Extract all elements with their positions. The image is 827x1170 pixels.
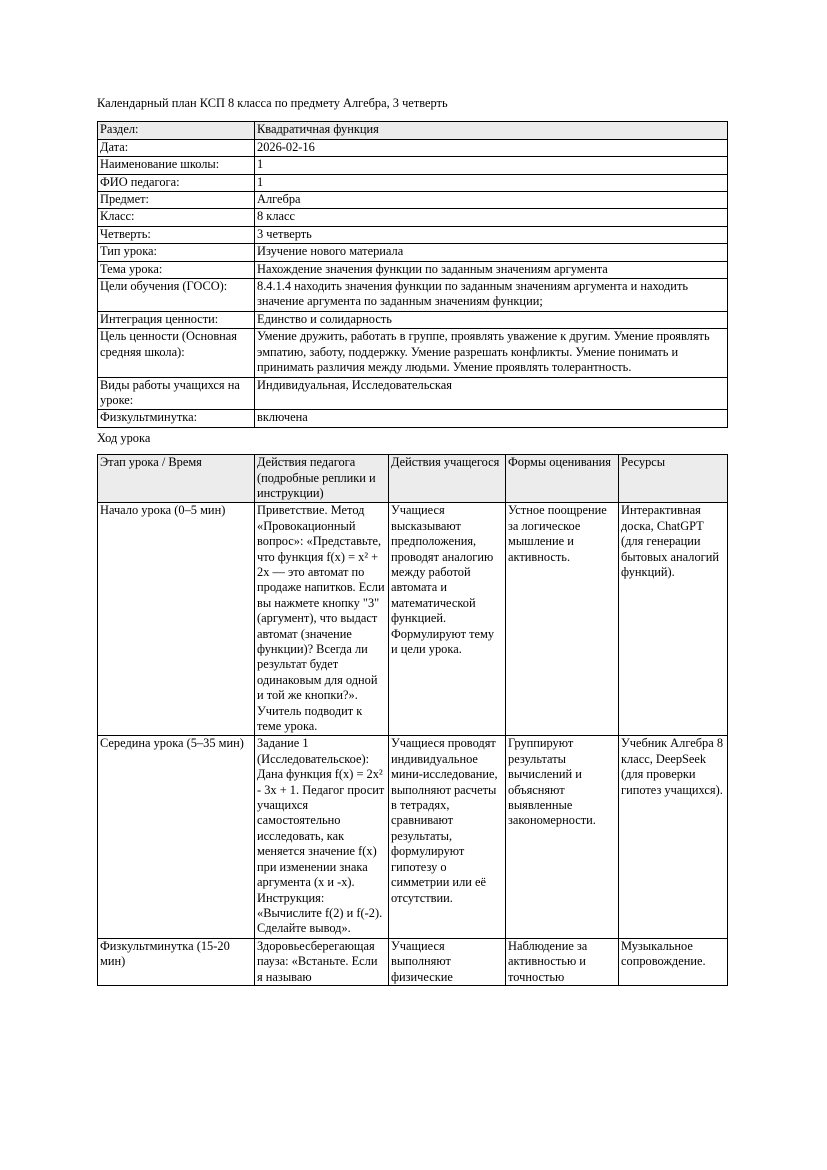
- table-row: [98, 209, 728, 226]
- info-value: 1: [255, 157, 728, 174]
- info-label: Класс:: [98, 209, 255, 226]
- info-label: Раздел:: [98, 122, 255, 139]
- table-row: [98, 736, 728, 938]
- stage-cell: Физкультминутка (15-20 мин): [98, 938, 255, 985]
- info-label: Наименование школы:: [98, 157, 255, 174]
- table-row: [98, 377, 728, 410]
- table-row: [98, 261, 728, 278]
- info-label: Тема урока:: [98, 261, 255, 278]
- info-value: Нахождение значения функции по заданным значениям аргумента: [255, 261, 728, 278]
- info-value: 8 класс: [255, 209, 728, 226]
- page-title: Календарный план КСП 8 класса по предмету Алгебра, 3 четверть: [97, 96, 448, 110]
- table-row: [98, 174, 728, 191]
- lesson-flow-table: [97, 454, 728, 986]
- table-row: [98, 279, 728, 312]
- info-value: 2026-02-16: [255, 139, 728, 156]
- assessment-cell: Группируют результаты вычислений и объясняют выявленные закономерности.: [506, 736, 619, 938]
- column-header-resources: Ресурсы: [619, 455, 728, 503]
- teacher-actions-cell: Задание 1 (Исследовательское): Дана функция f(x) = 2x² - 3x + 1. Педагог просит учащихся самостоятельно исследовать, как меняется значение f(x) при изменении знака аргумента (x и -x). Инструкция: «Вычислите f(2) и f(-2). Сделайте вывод».: [255, 736, 389, 938]
- table-row: [98, 122, 728, 139]
- info-value: Индивидуальная, Исследовательская: [255, 377, 728, 410]
- assessment-cell: Устное поощрение за логическое мышление и активность.: [506, 503, 619, 736]
- column-header-teacher-actions: Действия педагога (подробные реплики и инструкции): [255, 455, 389, 503]
- resources-cell: Интерактивная доска, ChatGPT (для генерации бытовых аналогий функций).: [619, 503, 728, 736]
- info-label: Интеграция ценности:: [98, 311, 255, 328]
- table-row: [98, 503, 728, 736]
- info-value: Умение дружить, работать в группе, проявлять уважение к другим. Умение проявлять эмпатию, заботу, поддержку. Умение разрешать конфликты. Умение понимать и принимать различия между людьми. Умение проявлять толерантность.: [255, 329, 728, 377]
- info-label: Предмет:: [98, 192, 255, 209]
- info-value: Квадратичная функция: [255, 122, 728, 139]
- document-content: [97, 96, 727, 986]
- info-value: 3 четверть: [255, 226, 728, 243]
- info-label: Цель ценности (Основная средняя школа):: [98, 329, 255, 377]
- section-heading: Ход урока: [97, 430, 151, 445]
- info-value: Единство и солидарность: [255, 311, 728, 328]
- table-row: [98, 938, 728, 985]
- assessment-cell: Наблюдение за активностью и точностью: [506, 938, 619, 985]
- student-actions-cell: Учащиеся высказывают предположения, проводят аналогию между работой автомата и математической функцией. Формулируют тему и цели урока.: [389, 503, 506, 736]
- student-actions-cell: Учащиеся проводят индивидуальное мини-исследование, выполняют расчеты в тетрадях, сравнивают результаты, формулируют гипотезу о симметрии или её отсутствии.: [389, 736, 506, 938]
- column-header-stage: Этап урока / Время: [98, 455, 255, 503]
- resources-cell: Музыкальное сопровождение.: [619, 938, 728, 985]
- table-row: [98, 192, 728, 209]
- teacher-actions-cell: Здоровьесберегающая пауза: «Встаньте. Если я называю: [255, 938, 389, 985]
- column-header-assessment: Формы оценивания: [506, 455, 619, 503]
- info-label: Дата:: [98, 139, 255, 156]
- lesson-info-table: [97, 121, 728, 427]
- info-label: Физкультминутка:: [98, 410, 255, 427]
- resources-cell: Учебник Алгебра 8 класс, DeepSeek (для проверки гипотез учащихся).: [619, 736, 728, 938]
- table-row: [98, 410, 728, 427]
- info-label: Виды работы учащихся на уроке:: [98, 377, 255, 410]
- table-row: [98, 244, 728, 261]
- info-label: Цели обучения (ГОСО):: [98, 279, 255, 312]
- table-row: [98, 157, 728, 174]
- info-value: Алгебра: [255, 192, 728, 209]
- table-row: [98, 329, 728, 377]
- table-row: [98, 226, 728, 243]
- table-row: [98, 311, 728, 328]
- column-header-student-actions: Действия учащегося: [389, 455, 506, 503]
- info-label: Четверть:: [98, 226, 255, 243]
- info-label: ФИО педагога:: [98, 174, 255, 191]
- student-actions-cell: Учащиеся выполняют физические: [389, 938, 506, 985]
- info-value: 8.4.1.4 находить значения функции по заданным значениям аргумента и находить значение аргумента по заданным значениям функции;: [255, 279, 728, 312]
- stage-cell: Середина урока (5–35 мин): [98, 736, 255, 938]
- info-label: Тип урока:: [98, 244, 255, 261]
- info-value: 1: [255, 174, 728, 191]
- table-header-row: [98, 455, 728, 503]
- info-value: Изучение нового материала: [255, 244, 728, 261]
- info-value: включена: [255, 410, 728, 427]
- table-row: [98, 139, 728, 156]
- stage-cell: Начало урока (0–5 мин): [98, 503, 255, 736]
- teacher-actions-cell: Приветствие. Метод «Провокационный вопрос»: «Представьте, что функция f(x) = x² + 2x — это автомат по продаже напитков. Если вы нажмете кнопку "3" (аргумент), что выдаст автомат (значение функции)? Всегда ли результат будет одинаковым для одной и той же кнопки?». Учитель подводит к теме урока.: [255, 503, 389, 736]
